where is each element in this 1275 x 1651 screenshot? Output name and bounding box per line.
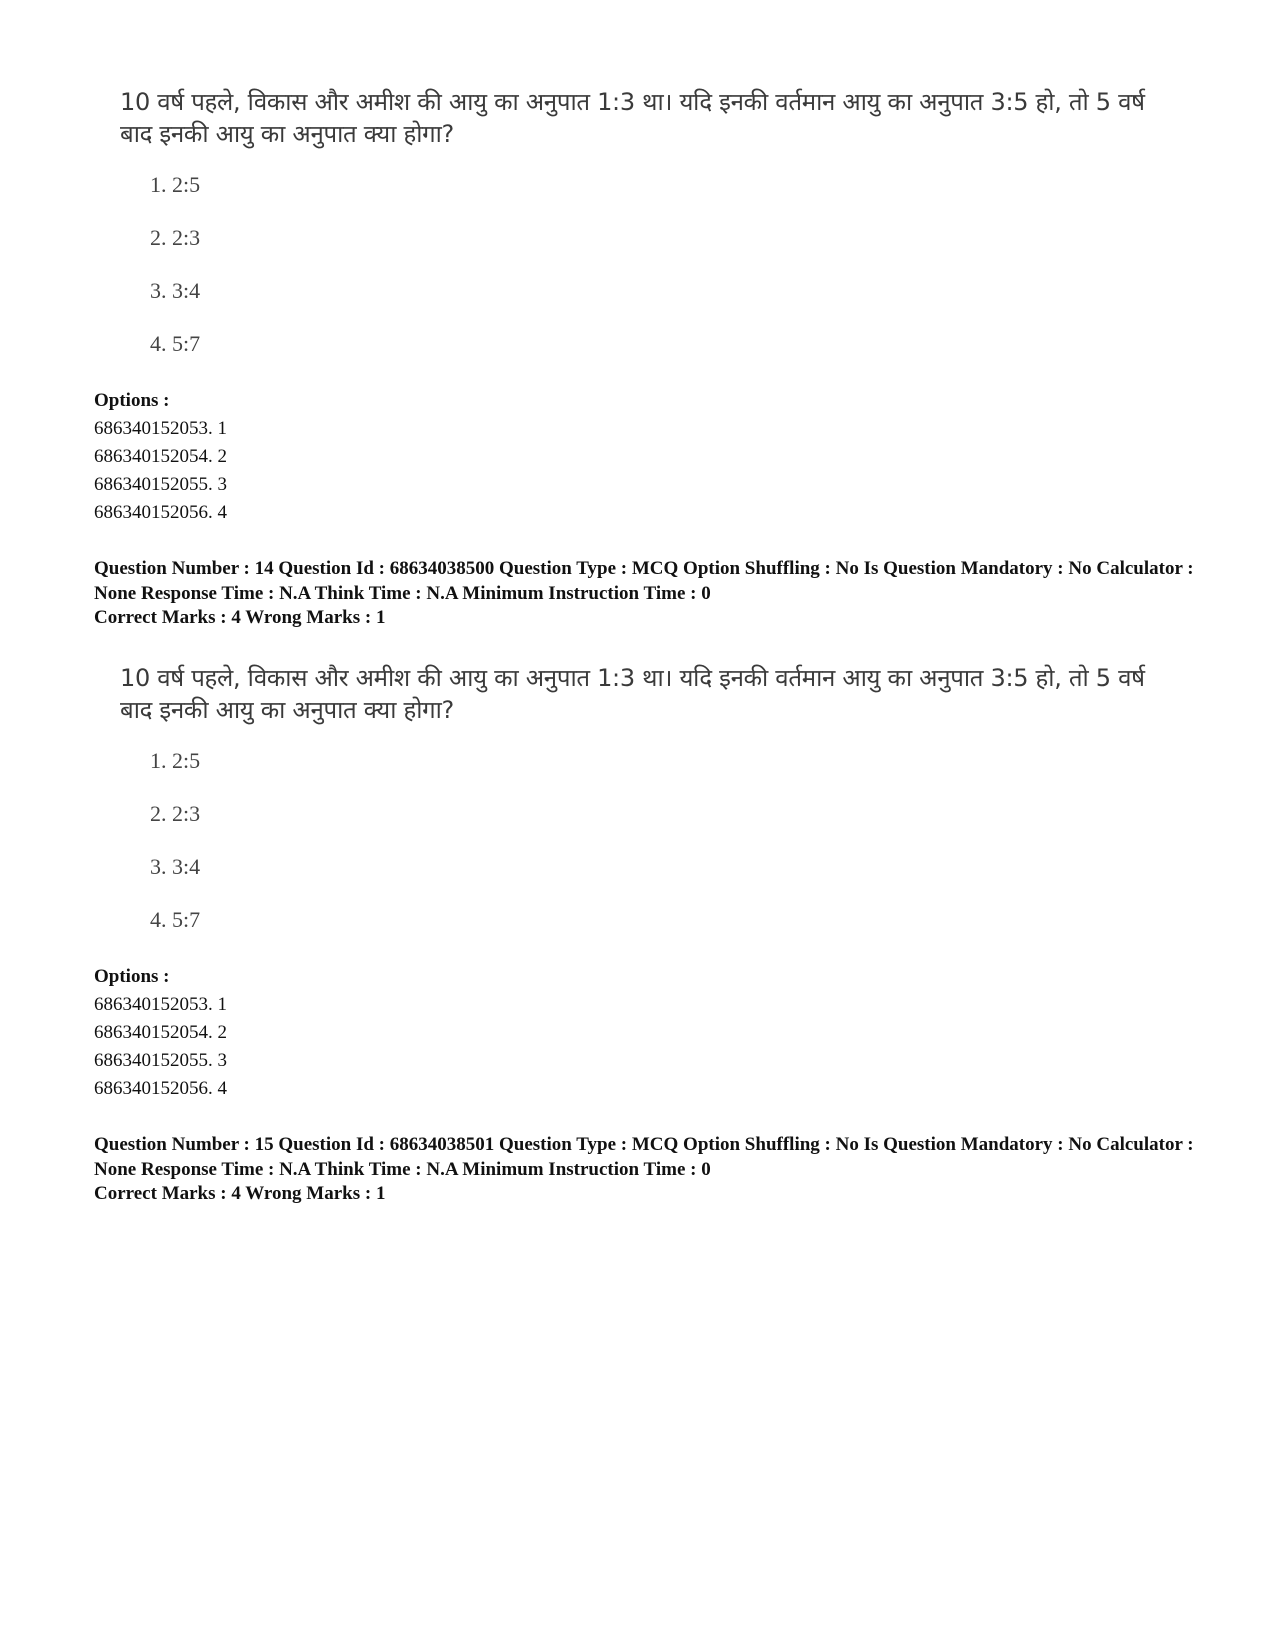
choice-1: 1. 2:5	[150, 748, 201, 773]
choice-1: 1. 2:5	[150, 172, 201, 197]
option-id-1: 686340152053. 1	[94, 994, 227, 1015]
question-meta: Question Number : 15 Question Id : 68634038501 Question Type : MCQ Option Shuffling : No Is Question Mandatory : No Calculator : None Response Time : N.A Think Time : N.A Minimum Instruction Time : 0	[94, 1134, 1194, 1180]
question-image	[120, 86, 1180, 366]
option-id-2: 686340152054. 2	[94, 446, 227, 467]
options-heading: Options :	[94, 390, 170, 411]
choice-2: 2. 2:3	[150, 801, 201, 826]
options-heading: Options :	[94, 966, 170, 987]
question-image	[120, 662, 1180, 942]
choice-2: 2. 2:3	[150, 225, 201, 250]
choice-3: 3. 3:4	[150, 854, 201, 879]
option-id-4: 686340152056. 4	[94, 502, 227, 523]
option-id-3: 686340152055. 3	[94, 1050, 227, 1071]
question-meta: Question Number : 14 Question Id : 68634038500 Question Type : MCQ Option Shuffling : No Is Question Mandatory : No Calculator : None Response Time : N.A Think Time : N.A Minimum Instruction Time : 0	[94, 558, 1194, 604]
question-text: 10 वर्ष पहले, विकास और अमीश की आयु का अनुपात 1:3 था। यदि इनकी वर्तमान आयु का अनुपात 3:5 हो, तो 5 वर्ष बाद इनकी आयु का अनुपात क्या होगा?	[120, 88, 1145, 148]
choice-4: 4. 5:7	[150, 907, 201, 932]
marks-line: Correct Marks : 4 Wrong Marks : 1	[94, 607, 386, 628]
option-id-4: 686340152056. 4	[94, 1078, 227, 1099]
marks-line: Correct Marks : 4 Wrong Marks : 1	[94, 1183, 386, 1204]
choice-3: 3. 3:4	[150, 278, 201, 303]
option-id-3: 686340152055. 3	[94, 474, 227, 495]
option-id-2: 686340152054. 2	[94, 1022, 227, 1043]
choice-4: 4. 5:7	[150, 331, 201, 356]
question-text: 10 वर्ष पहले, विकास और अमीश की आयु का अनुपात 1:3 था। यदि इनकी वर्तमान आयु का अनुपात 3:5 हो, तो 5 वर्ष बाद इनकी आयु का अनुपात क्या होगा?	[120, 664, 1145, 724]
option-id-1: 686340152053. 1	[94, 418, 227, 439]
